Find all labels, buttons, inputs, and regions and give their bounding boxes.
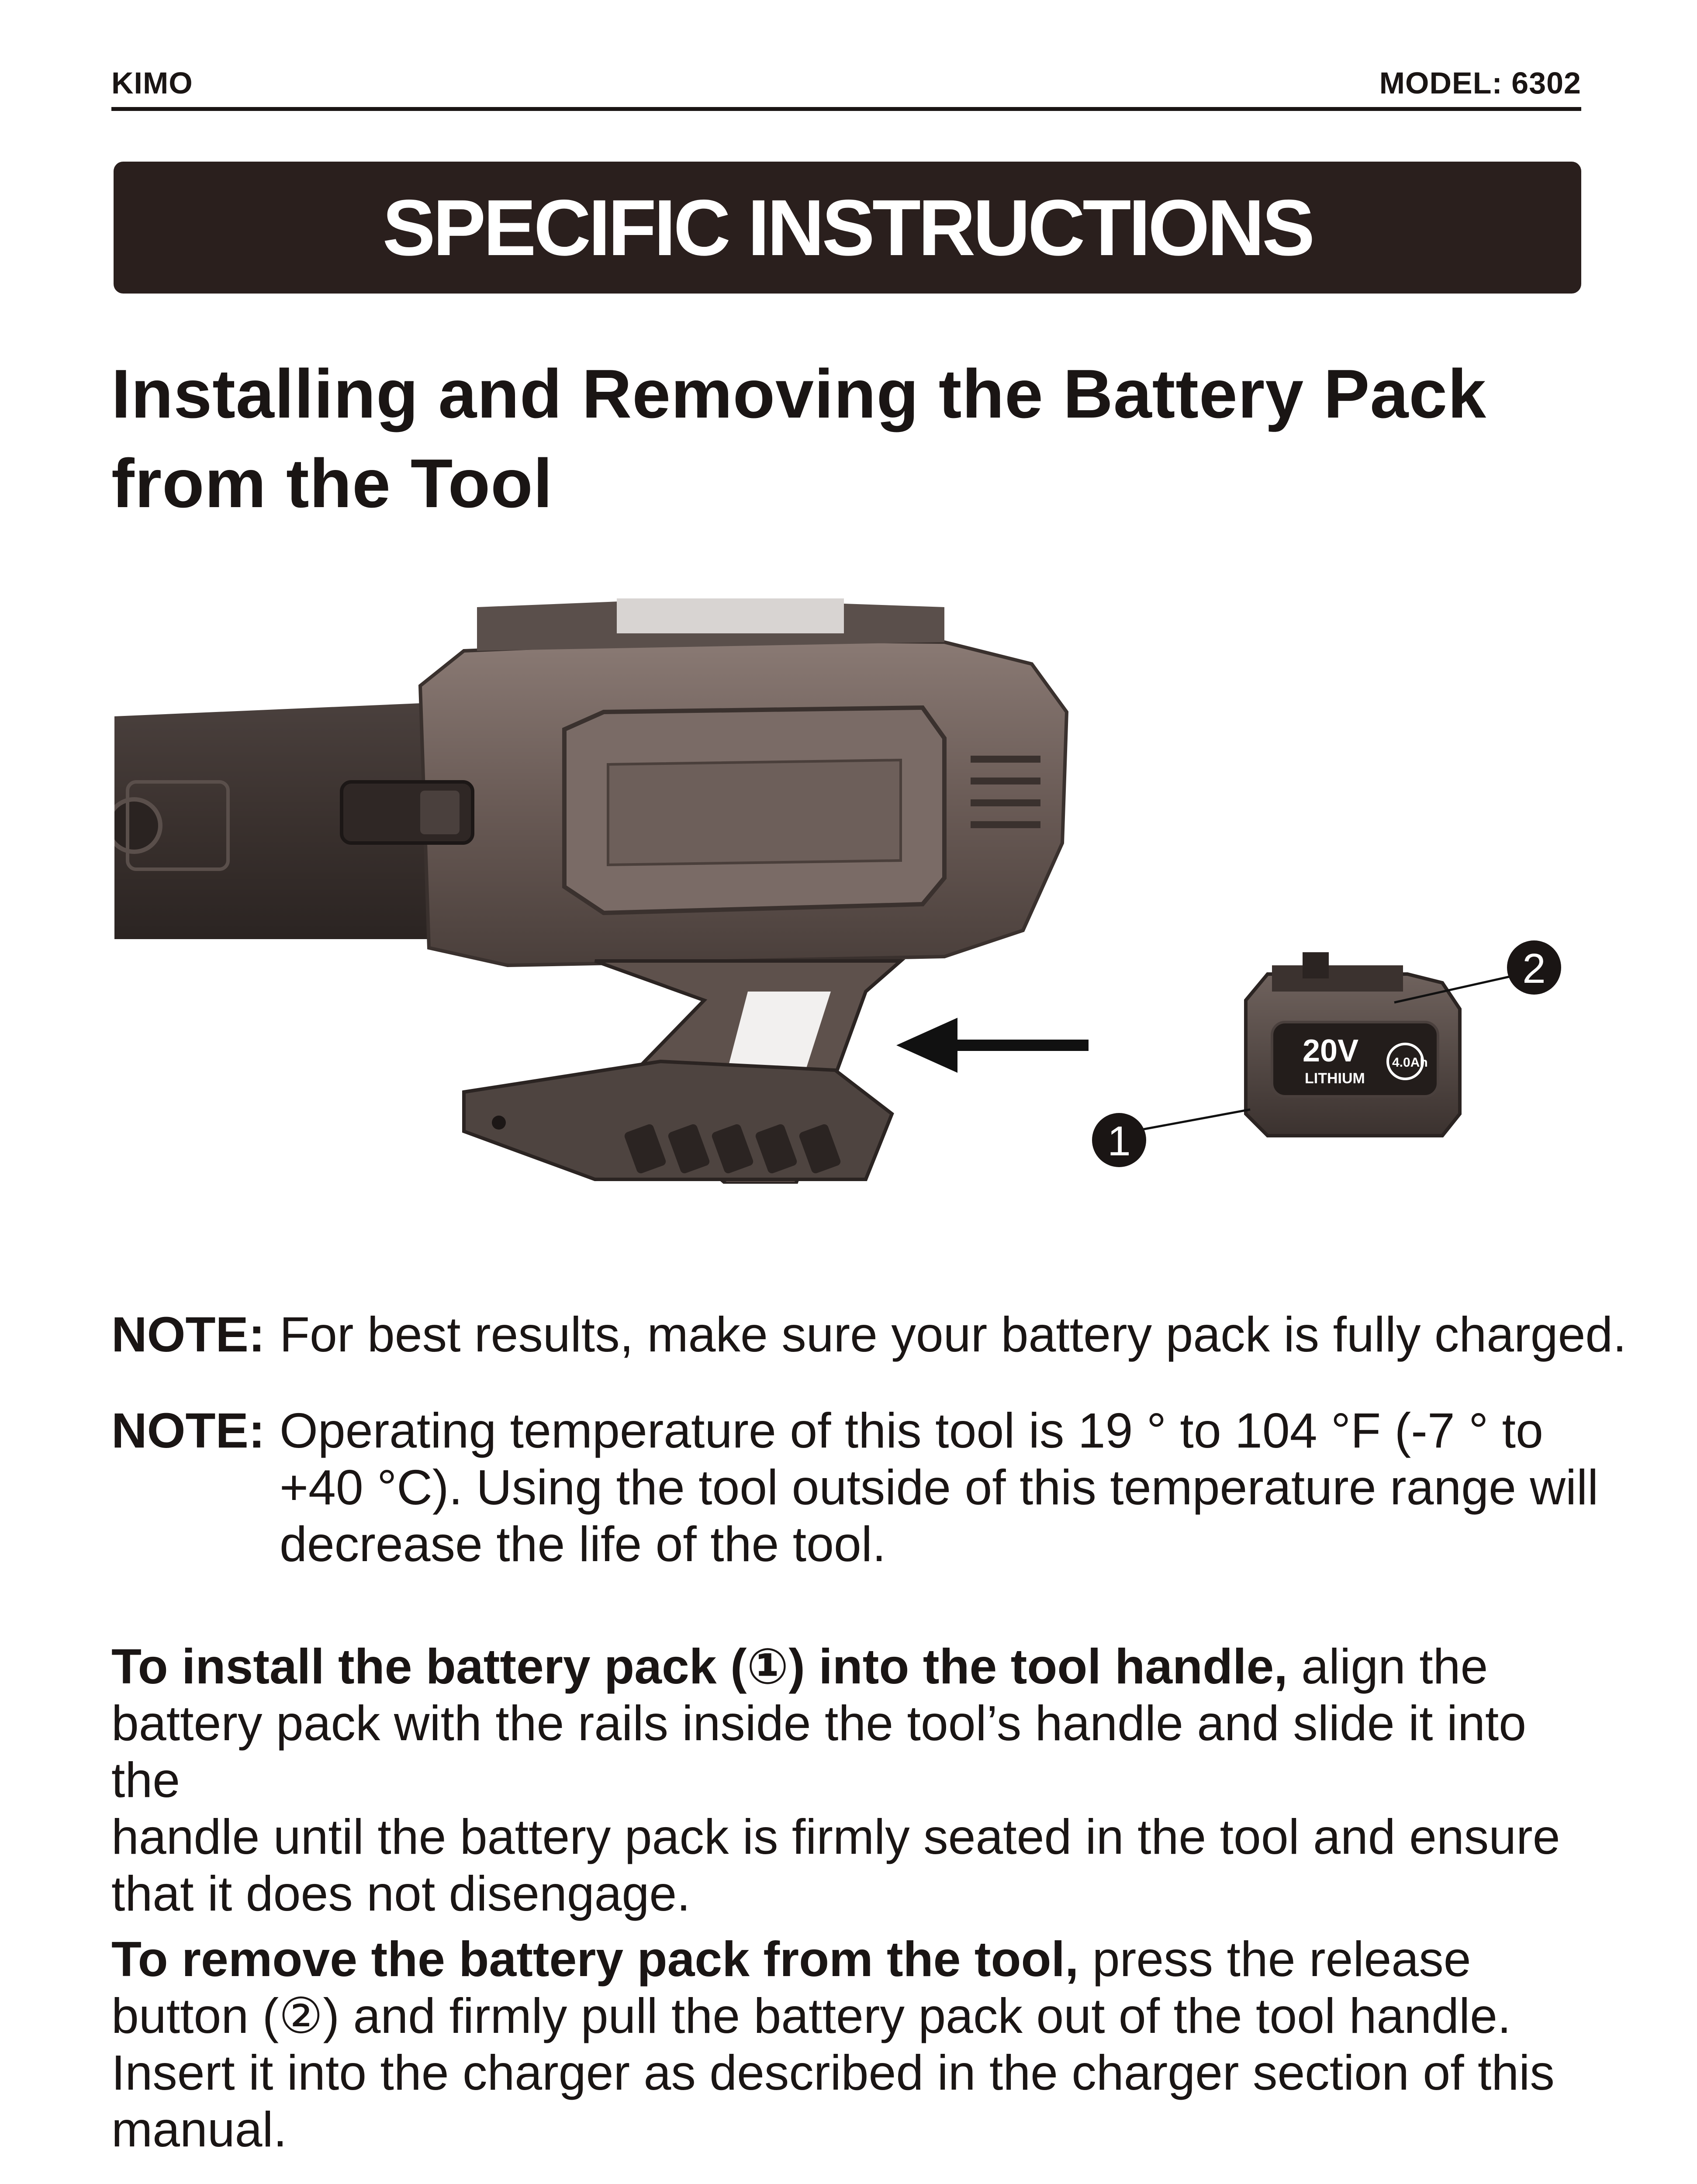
note-text-line-3: decrease the life of the tool. xyxy=(280,1517,886,1572)
battery-install-illustration xyxy=(114,598,1608,1184)
install-heading: To install the battery pack (①) into the tool handle, xyxy=(111,1639,1288,1694)
install-line-4: that it does not disengage. xyxy=(111,1866,691,1921)
insert-direction-arrow xyxy=(896,1018,1089,1073)
remove-instructions xyxy=(111,1931,1597,2158)
page-title xyxy=(111,349,1597,529)
battery-pack xyxy=(1246,952,1460,1136)
install-line-2: battery pack with the rails inside the tool’s handle and slide it into the xyxy=(111,1696,1527,1807)
banner-title: SPECIFIC INSTRUCTIONS xyxy=(382,183,1313,272)
brand-name: KIMO xyxy=(111,66,193,100)
remove-line-1 xyxy=(111,1931,1597,1987)
remove-line-4: manual. xyxy=(111,2102,287,2157)
install-line-1 xyxy=(111,1638,1597,1695)
install-line-3: handle until the battery pack is firmly seated in the tool and ensure xyxy=(111,1809,1560,1864)
blower-housing xyxy=(342,598,1067,965)
note-label: NOTE: xyxy=(111,1403,265,1458)
remove-line-3: Insert it into the charger as described in the charger section of this xyxy=(111,2045,1555,2100)
note-text-line-1: Operating temperature of this tool is 19 ° to 104 °F (-7 ° to xyxy=(280,1403,1543,1458)
tool-handle xyxy=(464,961,901,1184)
note-text-line-2: +40 °C). Using the tool outside of this temperature range will xyxy=(280,1460,1599,1515)
battery-type-label: LITHIUM xyxy=(1305,1070,1365,1087)
page-title-line-2: from the Tool xyxy=(111,445,553,522)
note-text xyxy=(280,1402,1690,1572)
install-instructions xyxy=(111,1638,1597,1922)
remove-line-1-rest: press the release xyxy=(1078,1932,1471,1987)
section-banner xyxy=(114,162,1581,294)
install-line-1-rest: align the xyxy=(1287,1639,1488,1694)
page-title-line-1: Installing and Removing the Battery Pack xyxy=(111,356,1487,432)
battery-voltage-label: 20V xyxy=(1303,1033,1359,1068)
battery-capacity-label: 4.0Ah xyxy=(1392,1055,1428,1070)
remove-line-2: button (②) and firmly pull the battery pack out of the tool handle. xyxy=(111,1988,1511,2043)
note-label: NOTE: xyxy=(111,1307,265,1362)
callout-1 xyxy=(1092,1109,1250,1167)
callout-1-number: 1 xyxy=(1107,1118,1131,1165)
callout-2-number: 2 xyxy=(1522,945,1546,992)
remove-heading: To remove the battery pack from the tool, xyxy=(111,1932,1079,1987)
header-divider xyxy=(111,107,1581,111)
note-text: For best results, make sure your battery pack is fully charged. xyxy=(280,1307,1627,1362)
model-number: MODEL: 6302 xyxy=(1379,66,1581,100)
